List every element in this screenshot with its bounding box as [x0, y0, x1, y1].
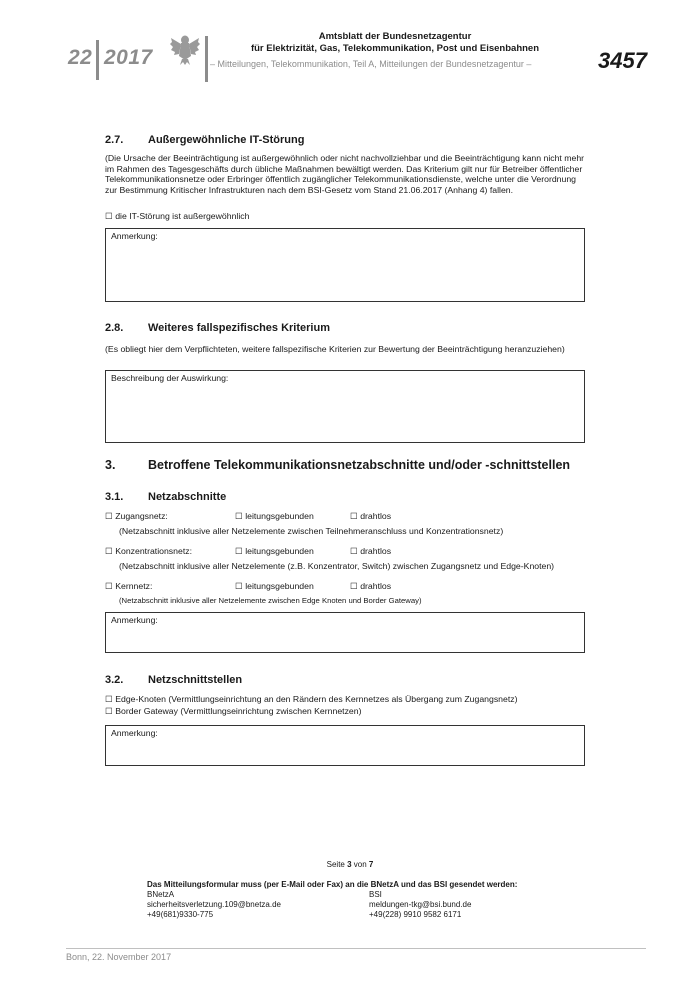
page-counter-separator: von [351, 860, 369, 869]
page-counter [0, 860, 700, 869]
issue-number: 22 [68, 46, 93, 69]
issue-year: 2017 [104, 46, 153, 69]
wireless-checkbox[interactable]: ☐ drahtlos [350, 581, 392, 591]
wired-checkbox[interactable]: ☐ leitungsgebunden [235, 511, 314, 521]
contact-email[interactable]: meldungen-tkg@bsi.bund.de [369, 900, 472, 909]
core-network-checkbox[interactable]: ☐ Kernnetz: [105, 581, 153, 591]
federal-eagle-icon [170, 32, 200, 71]
header-divider [96, 40, 99, 80]
border-gateway-checkbox[interactable]: ☐ Border Gateway (Vermittlungseinrichtung zwischen Kernnetzen) [105, 706, 362, 716]
contact-email[interactable]: sicherheitsverletzung.109@bnetza.de [147, 900, 281, 909]
publication-date: Bonn, 22. November 2017 [66, 952, 172, 962]
section-number: 2.8. [105, 322, 124, 334]
section-title: Außergewöhnliche IT-Störung [148, 134, 305, 146]
wired-checkbox[interactable]: ☐ leitungsgebunden [235, 546, 314, 556]
contact-phone: +49(228) 9910 9582 6171 [369, 910, 462, 919]
wireless-checkbox[interactable]: ☐ drahtlos [350, 511, 392, 521]
network-section-note: (Netzabschnitt inklusive aller Netzelemente (z.B. Konzentrator, Switch) zwischen Zugangsnetz und Edge-Knoten) [119, 561, 555, 571]
wired-checkbox[interactable]: ☐ leitungsgebunden [235, 581, 314, 591]
gazette-subtitle: für Elektrizität, Gas, Telekommunikation, Post und Eisenbahnen [250, 43, 540, 54]
submission-notice: Das Mitteilungsformular muss (per E-Mail oder Fax) an die BNetzA und das BSI gesendet werden: [147, 880, 518, 889]
page-counter-total: 7 [368, 860, 374, 869]
section-title: Weiteres fallspezifisches Kriterium [148, 322, 330, 334]
section-number: 3.1. [105, 491, 124, 503]
remark-field[interactable] [105, 228, 585, 302]
remark-field[interactable] [105, 612, 585, 653]
chapter-number: 3. [105, 458, 116, 472]
page-number: 3457 [598, 48, 647, 73]
edge-node-checkbox[interactable]: ☐ Edge-Knoten (Vermittlungseinrichtung an den Rändern des Kernnetzes als Übergang zum Zugangsnetz) [105, 694, 518, 704]
gazette-title: Amtsblatt der Bundesnetzagentur [318, 31, 472, 42]
page-counter-prefix: Seite [326, 860, 348, 869]
gazette-section: – Mitteilungen, Telekommunikation, Teil A, Mitteilungen der Bundesnetzagentur – [210, 59, 532, 69]
remark-label: Anmerkung: [111, 231, 158, 241]
wireless-checkbox[interactable]: ☐ drahtlos [350, 546, 392, 556]
network-section-note: (Netzabschnitt inklusive aller Netzelemente zwischen Edge Knoten und Border Gateway) [119, 596, 422, 605]
it-disruption-checkbox[interactable]: ☐ die IT-Störung ist außergewöhnlich [105, 211, 250, 221]
chapter-title: Betroffene Telekommunikationsnetzabschnitte und/oder -schnittstellen [148, 458, 571, 472]
bsi-contact [369, 890, 471, 920]
page-counter-current: 3 [347, 860, 352, 869]
section-description: (Es obliegt hier dem Verpflichteten, weitere fallspezifische Kriterien zur Bewertung der Beeinträchtigung heranzuziehen) [105, 344, 565, 354]
contact-org: BSI [369, 890, 382, 899]
section-description: (Die Ursache der Beeinträchtigung ist außergewöhnlich oder nicht nachvollziehbar und die Beeinträchtigung kann nicht mehr im Rahmen des Tagesgeschäfts durch übliche Maßnahmen bewältigt werden. Das Kriterium gilt nur für Betreiber öffentlicher Telekommunikationsnetze oder Erbringer öffentlich zugänglicher Telekommunikationsdienste, welche unter die Verordnung zur Bestimmung Kritischer Infrastrukturen nach dem BSI-Gesetz vom Stand 21.06.2017 (Anhang 4) fallen. [105, 153, 585, 195]
section-title: Netzabschnitte [148, 491, 227, 503]
network-section-note: (Netzabschnitt inklusive aller Netzelemente zwischen Teilnehmeranschluss und Konzentrationsnetz) [119, 526, 504, 536]
impact-description-field[interactable] [105, 370, 585, 443]
bnetza-contact [147, 890, 281, 920]
contact-phone: +49(681)9330-775 [147, 910, 214, 919]
header-divider [205, 36, 208, 82]
section-title: Netzschnittstellen [148, 674, 243, 686]
concentration-network-checkbox[interactable]: ☐ Konzentrationsnetz: [105, 546, 192, 556]
access-network-checkbox[interactable]: ☐ Zugangsnetz: [105, 511, 168, 521]
remark-label: Anmerkung: [111, 728, 158, 738]
remark-label: Anmerkung: [111, 615, 158, 625]
contact-org: BNetzA [147, 890, 175, 899]
remark-field[interactable] [105, 725, 585, 766]
section-number: 3.2. [105, 674, 124, 686]
footer-divider [66, 948, 646, 949]
impact-description-label: Beschreibung der Auswirkung: [111, 373, 229, 383]
section-number: 2.7. [105, 134, 124, 146]
